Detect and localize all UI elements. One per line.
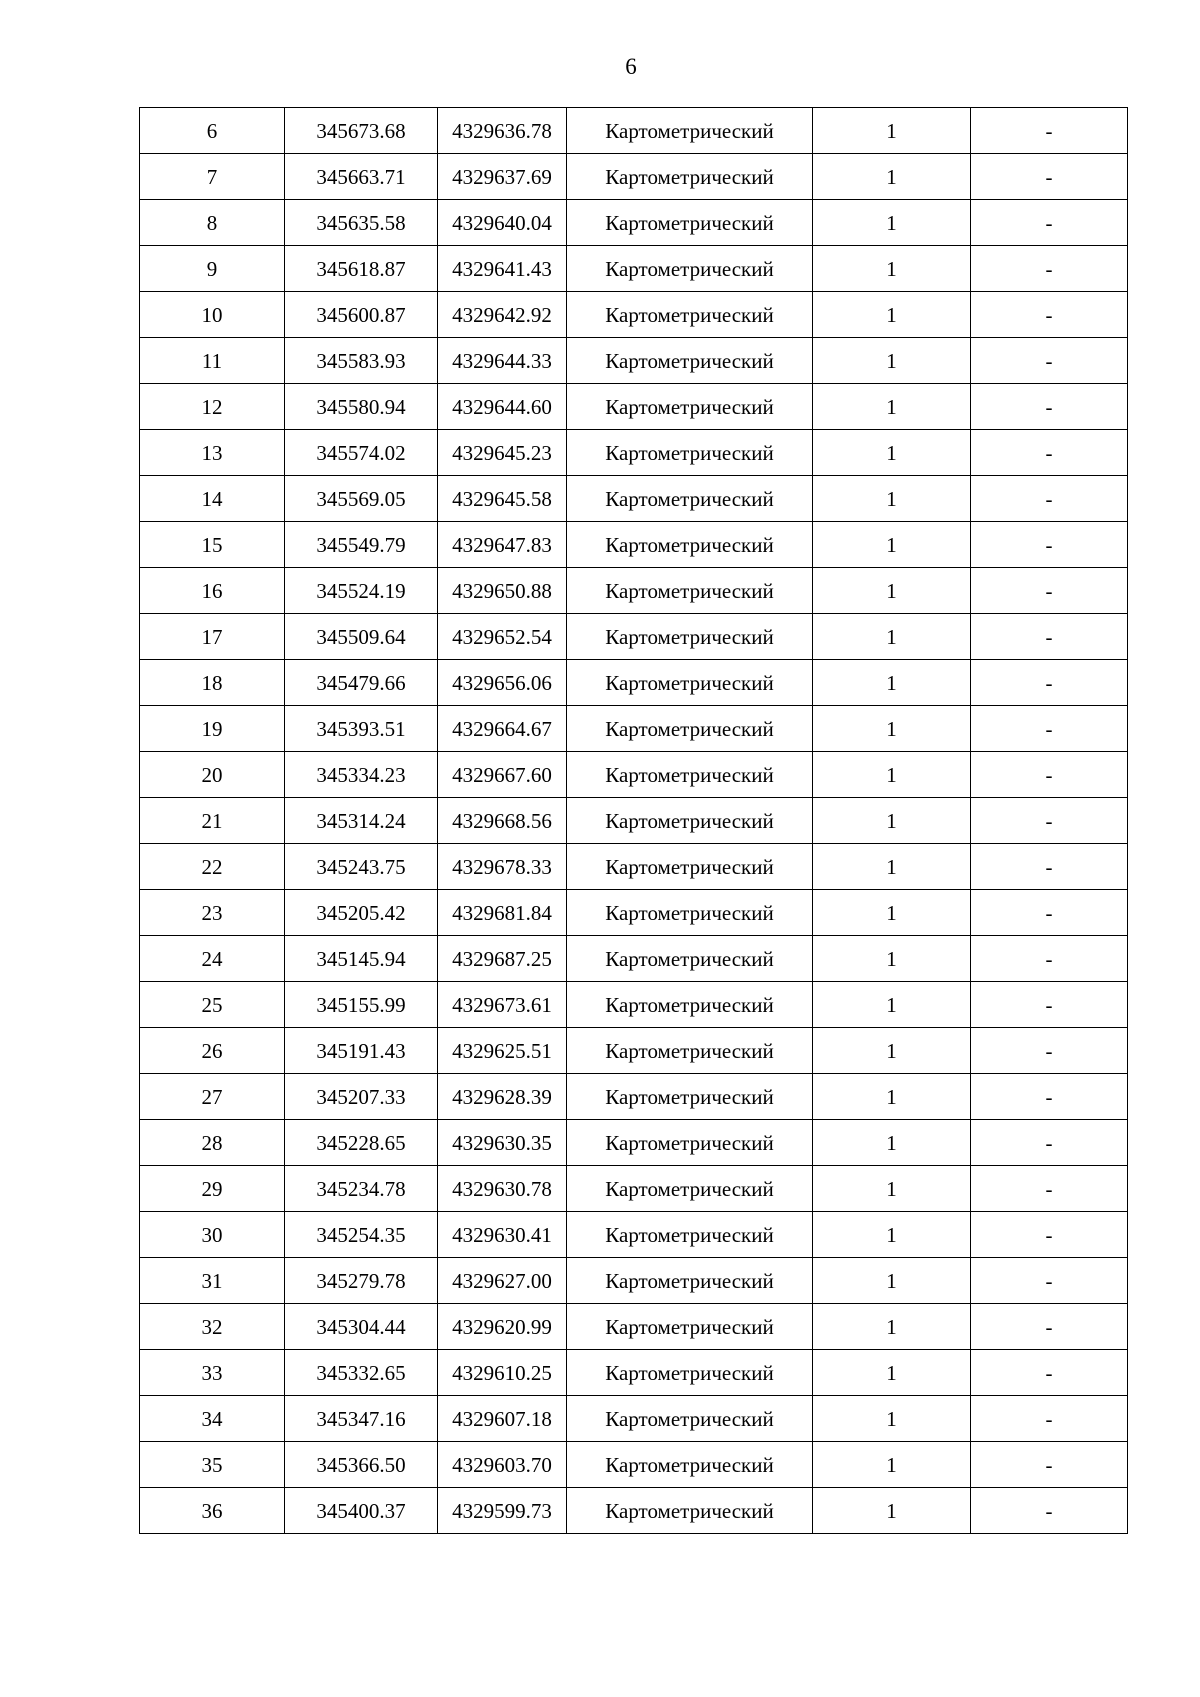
accuracy-cell: 1 xyxy=(813,1166,971,1212)
x-coordinate-cell: 345479.66 xyxy=(285,660,438,706)
method-cell: Картометрический xyxy=(567,1074,813,1120)
x-coordinate-cell: 345207.33 xyxy=(285,1074,438,1120)
x-coordinate-cell: 345243.75 xyxy=(285,844,438,890)
table-row xyxy=(140,292,1128,338)
method-cell: Картометрический xyxy=(567,476,813,522)
note-cell: - xyxy=(971,1396,1128,1442)
table-row xyxy=(140,706,1128,752)
note-cell: - xyxy=(971,1350,1128,1396)
method-cell: Картометрический xyxy=(567,154,813,200)
x-coordinate-cell: 345334.23 xyxy=(285,752,438,798)
point-number-cell: 13 xyxy=(140,430,285,476)
point-number-cell: 9 xyxy=(140,246,285,292)
table-row xyxy=(140,1166,1128,1212)
point-number-cell: 14 xyxy=(140,476,285,522)
x-coordinate-cell: 345583.93 xyxy=(285,338,438,384)
note-cell: - xyxy=(971,476,1128,522)
y-coordinate-cell: 4329687.25 xyxy=(438,936,567,982)
x-coordinate-cell: 345191.43 xyxy=(285,1028,438,1074)
x-coordinate-cell: 345569.05 xyxy=(285,476,438,522)
method-cell: Картометрический xyxy=(567,660,813,706)
y-coordinate-cell: 4329667.60 xyxy=(438,752,567,798)
point-number-cell: 23 xyxy=(140,890,285,936)
point-number-cell: 26 xyxy=(140,1028,285,1074)
y-coordinate-cell: 4329656.06 xyxy=(438,660,567,706)
table-row xyxy=(140,1074,1128,1120)
note-cell: - xyxy=(971,844,1128,890)
point-number-cell: 31 xyxy=(140,1258,285,1304)
point-number-cell: 8 xyxy=(140,200,285,246)
accuracy-cell: 1 xyxy=(813,1350,971,1396)
y-coordinate-cell: 4329599.73 xyxy=(438,1488,567,1534)
point-number-cell: 35 xyxy=(140,1442,285,1488)
x-coordinate-cell: 345254.35 xyxy=(285,1212,438,1258)
x-coordinate-cell: 345663.71 xyxy=(285,154,438,200)
accuracy-cell: 1 xyxy=(813,936,971,982)
accuracy-cell: 1 xyxy=(813,614,971,660)
method-cell: Картометрический xyxy=(567,936,813,982)
table-row xyxy=(140,1258,1128,1304)
y-coordinate-cell: 4329628.39 xyxy=(438,1074,567,1120)
x-coordinate-cell: 345347.16 xyxy=(285,1396,438,1442)
table-row xyxy=(140,522,1128,568)
y-coordinate-cell: 4329630.35 xyxy=(438,1120,567,1166)
method-cell: Картометрический xyxy=(567,246,813,292)
accuracy-cell: 1 xyxy=(813,1120,971,1166)
y-coordinate-cell: 4329673.61 xyxy=(438,982,567,1028)
point-number-cell: 34 xyxy=(140,1396,285,1442)
method-cell: Картометрический xyxy=(567,890,813,936)
accuracy-cell: 1 xyxy=(813,292,971,338)
note-cell: - xyxy=(971,1212,1128,1258)
page-number: 6 xyxy=(625,54,637,79)
note-cell: - xyxy=(971,108,1128,154)
note-cell: - xyxy=(971,384,1128,430)
accuracy-cell: 1 xyxy=(813,154,971,200)
accuracy-cell: 1 xyxy=(813,706,971,752)
point-number-cell: 20 xyxy=(140,752,285,798)
table-row xyxy=(140,1304,1128,1350)
note-cell: - xyxy=(971,154,1128,200)
table-row xyxy=(140,1442,1128,1488)
table-row xyxy=(140,1120,1128,1166)
note-cell: - xyxy=(971,522,1128,568)
accuracy-cell: 1 xyxy=(813,522,971,568)
method-cell: Картометрический xyxy=(567,706,813,752)
table-row xyxy=(140,430,1128,476)
method-cell: Картометрический xyxy=(567,844,813,890)
note-cell: - xyxy=(971,890,1128,936)
method-cell: Картометрический xyxy=(567,1212,813,1258)
table-row xyxy=(140,1212,1128,1258)
y-coordinate-cell: 4329664.67 xyxy=(438,706,567,752)
point-number-cell: 12 xyxy=(140,384,285,430)
accuracy-cell: 1 xyxy=(813,108,971,154)
point-number-cell: 17 xyxy=(140,614,285,660)
point-number-cell: 21 xyxy=(140,798,285,844)
note-cell: - xyxy=(971,660,1128,706)
y-coordinate-cell: 4329650.88 xyxy=(438,568,567,614)
table-row xyxy=(140,200,1128,246)
x-coordinate-cell: 345332.65 xyxy=(285,1350,438,1396)
accuracy-cell: 1 xyxy=(813,1074,971,1120)
x-coordinate-cell: 345234.78 xyxy=(285,1166,438,1212)
coordinates-table-body xyxy=(140,108,1128,1534)
method-cell: Картометрический xyxy=(567,522,813,568)
x-coordinate-cell: 345400.37 xyxy=(285,1488,438,1534)
table-row xyxy=(140,1396,1128,1442)
point-number-cell: 30 xyxy=(140,1212,285,1258)
accuracy-cell: 1 xyxy=(813,1304,971,1350)
x-coordinate-cell: 345279.78 xyxy=(285,1258,438,1304)
note-cell: - xyxy=(971,1258,1128,1304)
point-number-cell: 25 xyxy=(140,982,285,1028)
table-row xyxy=(140,1350,1128,1396)
y-coordinate-cell: 4329620.99 xyxy=(438,1304,567,1350)
point-number-cell: 18 xyxy=(140,660,285,706)
point-number-cell: 6 xyxy=(140,108,285,154)
y-coordinate-cell: 4329642.92 xyxy=(438,292,567,338)
note-cell: - xyxy=(971,338,1128,384)
note-cell: - xyxy=(971,752,1128,798)
accuracy-cell: 1 xyxy=(813,384,971,430)
y-coordinate-cell: 4329681.84 xyxy=(438,890,567,936)
y-coordinate-cell: 4329645.23 xyxy=(438,430,567,476)
note-cell: - xyxy=(971,614,1128,660)
x-coordinate-cell: 345393.51 xyxy=(285,706,438,752)
accuracy-cell: 1 xyxy=(813,844,971,890)
accuracy-cell: 1 xyxy=(813,982,971,1028)
point-number-cell: 29 xyxy=(140,1166,285,1212)
x-coordinate-cell: 345574.02 xyxy=(285,430,438,476)
table-row xyxy=(140,752,1128,798)
table-row xyxy=(140,660,1128,706)
method-cell: Картометрический xyxy=(567,1488,813,1534)
method-cell: Картометрический xyxy=(567,982,813,1028)
table-row xyxy=(140,154,1128,200)
method-cell: Картометрический xyxy=(567,108,813,154)
method-cell: Картометрический xyxy=(567,1304,813,1350)
point-number-cell: 27 xyxy=(140,1074,285,1120)
method-cell: Картометрический xyxy=(567,200,813,246)
point-number-cell: 24 xyxy=(140,936,285,982)
coordinates-table xyxy=(139,107,1128,1534)
y-coordinate-cell: 4329645.58 xyxy=(438,476,567,522)
note-cell: - xyxy=(971,246,1128,292)
point-number-cell: 19 xyxy=(140,706,285,752)
x-coordinate-cell: 345155.99 xyxy=(285,982,438,1028)
point-number-cell: 10 xyxy=(140,292,285,338)
table-row xyxy=(140,844,1128,890)
y-coordinate-cell: 4329627.00 xyxy=(438,1258,567,1304)
note-cell: - xyxy=(971,1074,1128,1120)
method-cell: Картометрический xyxy=(567,1442,813,1488)
y-coordinate-cell: 4329668.56 xyxy=(438,798,567,844)
note-cell: - xyxy=(971,430,1128,476)
point-number-cell: 7 xyxy=(140,154,285,200)
accuracy-cell: 1 xyxy=(813,660,971,706)
method-cell: Картометрический xyxy=(567,568,813,614)
method-cell: Картометрический xyxy=(567,1396,813,1442)
x-coordinate-cell: 345314.24 xyxy=(285,798,438,844)
x-coordinate-cell: 345524.19 xyxy=(285,568,438,614)
accuracy-cell: 1 xyxy=(813,338,971,384)
note-cell: - xyxy=(971,200,1128,246)
table-row xyxy=(140,1488,1128,1534)
table-row xyxy=(140,246,1128,292)
note-cell: - xyxy=(971,798,1128,844)
method-cell: Картометрический xyxy=(567,430,813,476)
point-number-cell: 33 xyxy=(140,1350,285,1396)
method-cell: Картометрический xyxy=(567,338,813,384)
note-cell: - xyxy=(971,1442,1128,1488)
x-coordinate-cell: 345618.87 xyxy=(285,246,438,292)
table-row xyxy=(140,476,1128,522)
table-row xyxy=(140,982,1128,1028)
accuracy-cell: 1 xyxy=(813,1396,971,1442)
note-cell: - xyxy=(971,292,1128,338)
note-cell: - xyxy=(971,568,1128,614)
y-coordinate-cell: 4329630.41 xyxy=(438,1212,567,1258)
accuracy-cell: 1 xyxy=(813,752,971,798)
method-cell: Картометрический xyxy=(567,1258,813,1304)
note-cell: - xyxy=(971,1488,1128,1534)
table-row xyxy=(140,798,1128,844)
y-coordinate-cell: 4329630.78 xyxy=(438,1166,567,1212)
accuracy-cell: 1 xyxy=(813,1258,971,1304)
note-cell: - xyxy=(971,982,1128,1028)
y-coordinate-cell: 4329641.43 xyxy=(438,246,567,292)
accuracy-cell: 1 xyxy=(813,1488,971,1534)
y-coordinate-cell: 4329637.69 xyxy=(438,154,567,200)
method-cell: Картометрический xyxy=(567,292,813,338)
note-cell: - xyxy=(971,1166,1128,1212)
table-row xyxy=(140,108,1128,154)
accuracy-cell: 1 xyxy=(813,1212,971,1258)
x-coordinate-cell: 345205.42 xyxy=(285,890,438,936)
point-number-cell: 28 xyxy=(140,1120,285,1166)
x-coordinate-cell: 345228.65 xyxy=(285,1120,438,1166)
y-coordinate-cell: 4329652.54 xyxy=(438,614,567,660)
x-coordinate-cell: 345580.94 xyxy=(285,384,438,430)
table-row xyxy=(140,936,1128,982)
point-number-cell: 11 xyxy=(140,338,285,384)
x-coordinate-cell: 345673.68 xyxy=(285,108,438,154)
y-coordinate-cell: 4329647.83 xyxy=(438,522,567,568)
accuracy-cell: 1 xyxy=(813,246,971,292)
accuracy-cell: 1 xyxy=(813,476,971,522)
note-cell: - xyxy=(971,936,1128,982)
note-cell: - xyxy=(971,1028,1128,1074)
accuracy-cell: 1 xyxy=(813,798,971,844)
method-cell: Картометрический xyxy=(567,1350,813,1396)
table-row xyxy=(140,1028,1128,1074)
accuracy-cell: 1 xyxy=(813,890,971,936)
y-coordinate-cell: 4329607.18 xyxy=(438,1396,567,1442)
table-row xyxy=(140,568,1128,614)
x-coordinate-cell: 345145.94 xyxy=(285,936,438,982)
x-coordinate-cell: 345366.50 xyxy=(285,1442,438,1488)
method-cell: Картометрический xyxy=(567,1120,813,1166)
y-coordinate-cell: 4329636.78 xyxy=(438,108,567,154)
x-coordinate-cell: 345304.44 xyxy=(285,1304,438,1350)
y-coordinate-cell: 4329603.70 xyxy=(438,1442,567,1488)
table-row xyxy=(140,338,1128,384)
x-coordinate-cell: 345549.79 xyxy=(285,522,438,568)
point-number-cell: 16 xyxy=(140,568,285,614)
accuracy-cell: 1 xyxy=(813,1442,971,1488)
accuracy-cell: 1 xyxy=(813,1028,971,1074)
y-coordinate-cell: 4329625.51 xyxy=(438,1028,567,1074)
x-coordinate-cell: 345509.64 xyxy=(285,614,438,660)
note-cell: - xyxy=(971,706,1128,752)
y-coordinate-cell: 4329644.60 xyxy=(438,384,567,430)
note-cell: - xyxy=(971,1304,1128,1350)
method-cell: Картометрический xyxy=(567,614,813,660)
method-cell: Картометрический xyxy=(567,384,813,430)
method-cell: Картометрический xyxy=(567,798,813,844)
method-cell: Картометрический xyxy=(567,1028,813,1074)
method-cell: Картометрический xyxy=(567,752,813,798)
accuracy-cell: 1 xyxy=(813,200,971,246)
point-number-cell: 36 xyxy=(140,1488,285,1534)
table-row xyxy=(140,614,1128,660)
x-coordinate-cell: 345635.58 xyxy=(285,200,438,246)
x-coordinate-cell: 345600.87 xyxy=(285,292,438,338)
point-number-cell: 22 xyxy=(140,844,285,890)
table-row xyxy=(140,890,1128,936)
point-number-cell: 15 xyxy=(140,522,285,568)
table-row xyxy=(140,384,1128,430)
accuracy-cell: 1 xyxy=(813,568,971,614)
y-coordinate-cell: 4329640.04 xyxy=(438,200,567,246)
method-cell: Картометрический xyxy=(567,1166,813,1212)
y-coordinate-cell: 4329610.25 xyxy=(438,1350,567,1396)
accuracy-cell: 1 xyxy=(813,430,971,476)
note-cell: - xyxy=(971,1120,1128,1166)
point-number-cell: 32 xyxy=(140,1304,285,1350)
y-coordinate-cell: 4329644.33 xyxy=(438,338,567,384)
y-coordinate-cell: 4329678.33 xyxy=(438,844,567,890)
